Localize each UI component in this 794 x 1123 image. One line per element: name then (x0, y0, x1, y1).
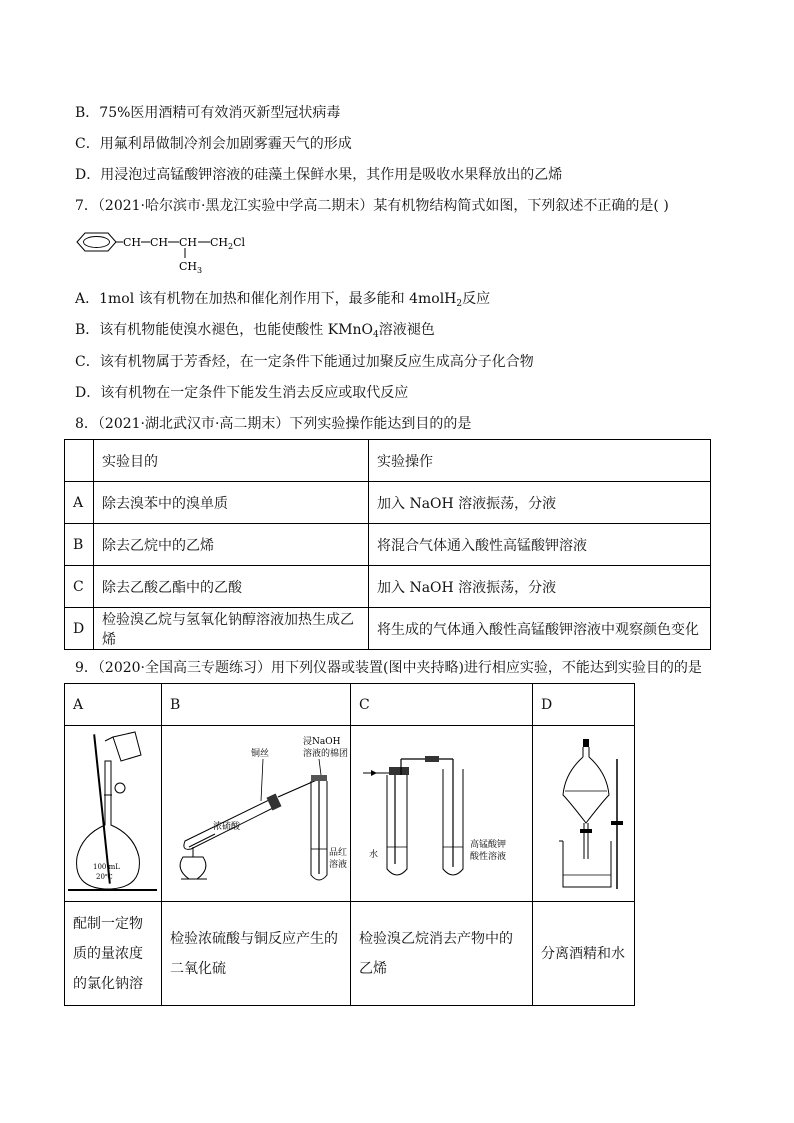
desc-b (162, 902, 351, 1006)
desc-c-line: 检验溴乙烷消去产物中的 (359, 930, 513, 947)
desc-a (65, 902, 162, 1006)
volumetric-flask-icon (65, 729, 161, 899)
q6-option-d: D．用浸泡过高锰酸钾溶液的硅藻土保鲜水果，其作用是吸收水果释放出的乙烯 (75, 167, 563, 183)
desc-d-line: 分离酒精和水 (541, 945, 625, 962)
row-goal: 检验溴乙烷与氢氧化钠醇溶液加热生成乙烯 (94, 608, 369, 650)
formula-ch-3: CH (179, 236, 198, 249)
desc-b-line: 检验浓硫酸与铜反应产生的 (170, 930, 338, 947)
desc-d (533, 902, 635, 1006)
row-key: B (65, 524, 94, 566)
desc-a-line: 的氯化钠溶 (73, 975, 143, 992)
flask-volume-label: 100 mL (93, 862, 120, 871)
row-key: D (65, 608, 94, 650)
q7-option-c: C．该有机物属于芳香烃，在一定条件下能通过加聚反应生成高分子化合物 (75, 354, 534, 370)
formula-ch3 (179, 260, 202, 275)
q9-stem: 9．（2020·全国高三专题练习）用下列仪器或装置(图中夹持略)进行相应实验，不能达到实验目的的是 (75, 660, 702, 676)
separatory-funnel-icon (539, 729, 629, 899)
naoh-cotton-label-2: 溶液的棉团 (303, 748, 349, 759)
q7-option-b-text: B．该有机物能使溴水褪色，也能使酸性 KMnO (75, 322, 374, 338)
table-row (65, 566, 711, 608)
q7-option-a-text: A．1mol 该有机物在加热和催化剂作用下，最多能和 4molH (75, 291, 457, 307)
apparatus-c-cell (351, 726, 533, 902)
row-operation: 加入 NaOH 溶液振荡，分液 (369, 566, 711, 608)
header-b: B (162, 684, 351, 726)
table-row (65, 524, 711, 566)
desc-b-line: 二氧化硫 (170, 960, 226, 977)
q6-option-b: B．75%医用酒精可有效消灭新型冠状病毒 (75, 105, 341, 121)
acid-label: 浓硫酸 (213, 821, 241, 832)
apparatus-a-cell (65, 726, 162, 902)
row-operation: 加入 NaOH 溶液振荡，分液 (369, 482, 711, 524)
table-header-cell (65, 440, 94, 482)
desc-c-line: 乙烯 (359, 960, 387, 977)
row-goal: 除去溴苯中的溴单质 (94, 482, 369, 524)
q7-option-d: D．该有机物在一定条件下能发生消去反应或取代反应 (75, 385, 409, 401)
header-c: C (351, 684, 533, 726)
apparatus-b-cell (162, 726, 351, 902)
q7-option-b (75, 320, 435, 345)
description-row (65, 902, 635, 1006)
row-goal: 除去乙烷中的乙烯 (94, 524, 369, 566)
formula-ch-1: CH (123, 236, 142, 249)
formula-ch2cl-sub: 2 (228, 242, 234, 251)
fuchsin-label-2: 溶液 (329, 859, 348, 870)
formula-ch3-sub: 3 (197, 266, 203, 275)
table-header-cell: 实验目的 (94, 440, 369, 482)
q8-table (64, 439, 711, 650)
row-goal: 除去乙酸乙酯中的乙酸 (94, 566, 369, 608)
kmno4-label-2: 酸性溶液 (469, 851, 506, 862)
desc-a-line: 配制一定物 (73, 915, 143, 932)
formula-ch-2: CH (150, 236, 169, 249)
naoh-cotton-label-1: 浸NaOH (303, 736, 341, 747)
header-a: A (65, 684, 162, 726)
table-header-row (65, 440, 711, 482)
apparatus-row (65, 726, 635, 902)
structural-formula (74, 225, 294, 275)
copper-acid-apparatus-icon (163, 729, 349, 899)
table-row (65, 482, 711, 524)
copper-wire-label: 铜丝 (251, 748, 270, 759)
formula-ch2cl-a: CH (210, 236, 229, 249)
row-operation: 将生成的气体通入酸性高锰酸钾溶液中观察颜色变化 (369, 608, 711, 650)
formula-ch2cl (210, 236, 246, 251)
row-operation: 将混合气体通入酸性高锰酸钾溶液 (369, 524, 711, 566)
benzene-ring-icon (77, 233, 116, 251)
q7-option-a (75, 289, 490, 314)
table-header-row (65, 684, 635, 726)
q8-stem: 8．（2021·湖北武汉市·高二期末）下列实验操作能达到目的的是 (75, 416, 472, 432)
header-d: D (533, 684, 635, 726)
formula-ch3-a: CH (179, 260, 198, 273)
flask-temp-label: 20℃ (96, 872, 113, 881)
table-header-cell: 实验操作 (369, 440, 711, 482)
kmno4-label-1: 高锰酸钾 (469, 839, 506, 850)
q6-option-c: C．用氟利昂做制冷剂会加剧雾霾天气的形成 (75, 136, 352, 152)
desc-a-line: 质的量浓度 (73, 945, 143, 962)
gas-wash-apparatus-icon (357, 729, 527, 899)
water-label: 水 (368, 849, 378, 860)
desc-c (351, 902, 533, 1006)
apparatus-d-cell (533, 726, 635, 902)
fuchsin-label-1: 品红 (329, 847, 348, 858)
q7-option-a-sub: 2 (456, 299, 463, 309)
q7-stem: 7．（2021·哈尔滨市·黑龙江实验中学高二期末）某有机物结构简式如图，下列叙述不正确的是( ) (75, 198, 669, 214)
row-key: A (65, 482, 94, 524)
row-key: C (65, 566, 94, 608)
table-row (65, 608, 711, 650)
q7-option-b-sub: 4 (373, 330, 379, 340)
formula-ch2cl-end: Cl (233, 236, 246, 249)
q7-option-b-post: 溶液褪色 (378, 322, 435, 338)
q9-table (64, 683, 635, 1006)
q7-option-a-post: 反应 (462, 291, 491, 307)
